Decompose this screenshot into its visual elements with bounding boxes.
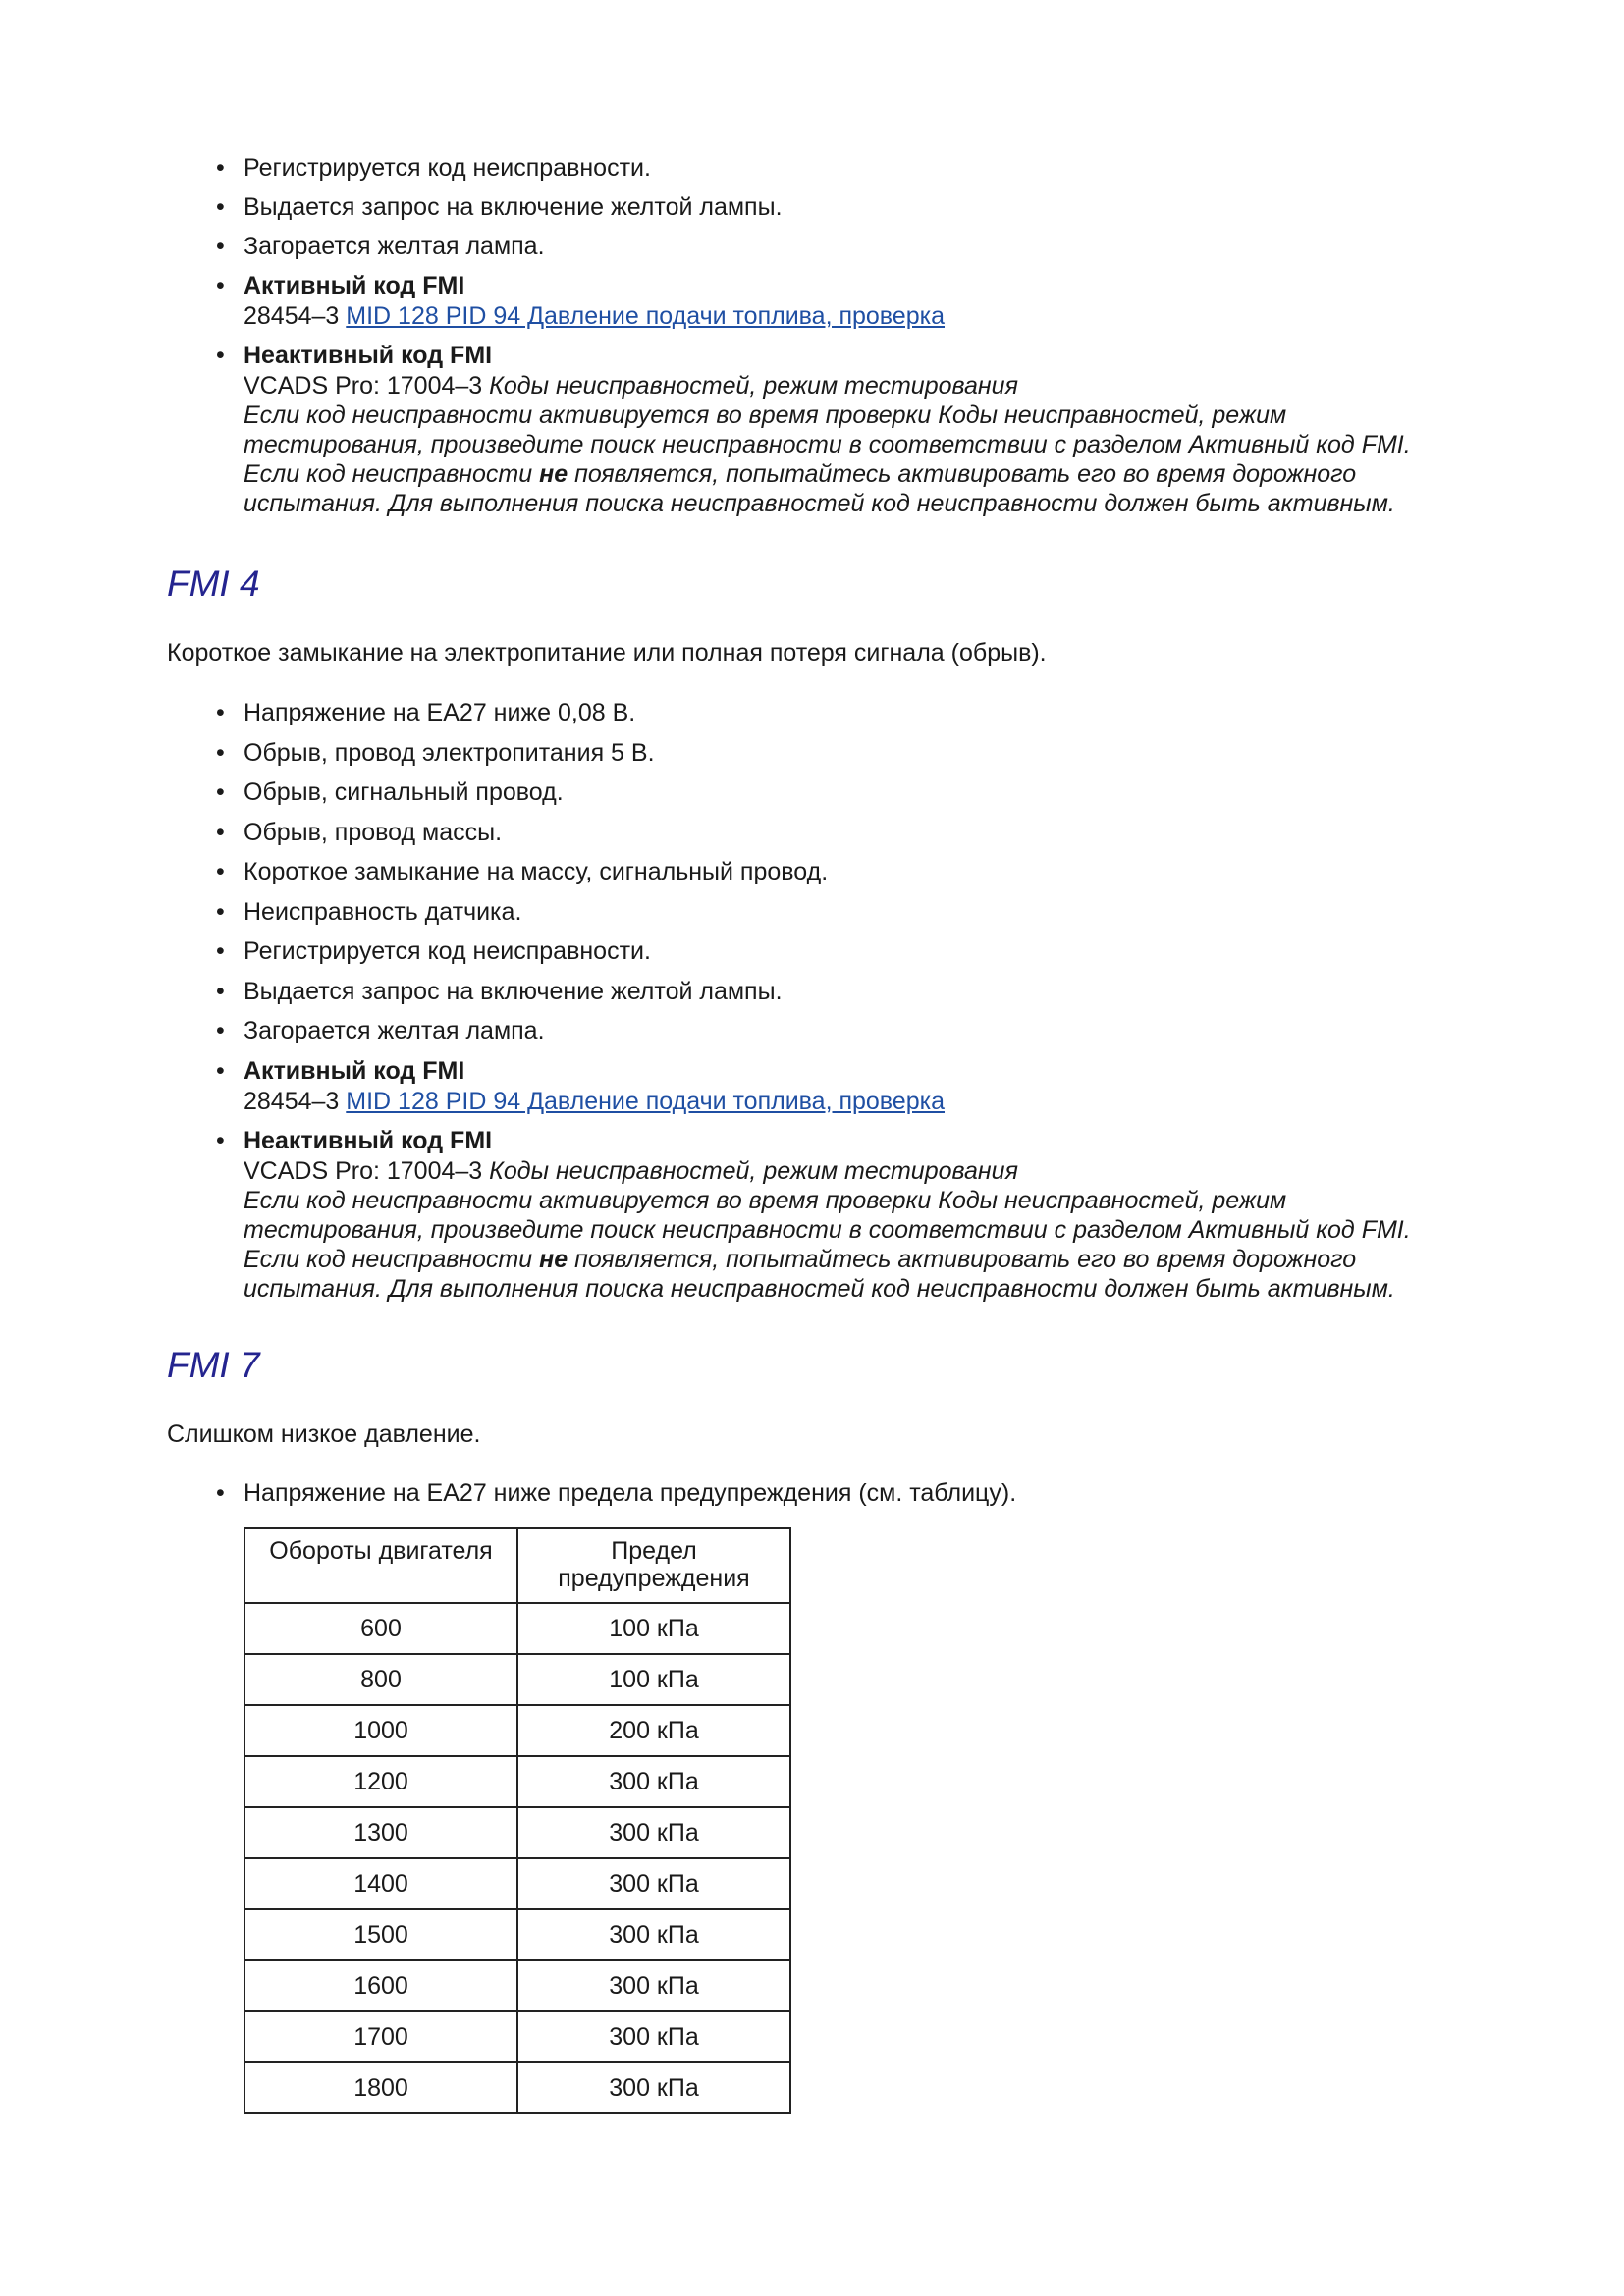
list-item: • Регистрируется код неисправности. — [216, 937, 651, 965]
list-item: • Обрыв, провод массы. — [216, 818, 503, 846]
table-row: 1700 300 кПа — [244, 2011, 790, 2062]
pid94-check-link[interactable]: MID 128 PID 94 Давление подачи топлива, проверка — [346, 1087, 946, 1115]
table-row: 800 100 кПа — [244, 1654, 790, 1705]
section-heading-fmi7: FMI 7 — [167, 1345, 260, 1385]
list-item-active-code: • Активный код FMI 28454–3 MID 128 PID 94 Давление подачи топлива, проверка — [214, 271, 1490, 341]
active-code-number: 28454–3 — [244, 1087, 340, 1115]
section-heading-fmi4: FMI 4 — [167, 563, 260, 604]
list-item: • Напряжение на EA27 ниже 0,08 В. — [216, 699, 636, 726]
active-code-title: Активный код FMI — [244, 1056, 465, 1085]
list-item-inactive-code: • Неактивный код FMI VCADS Pro: 17004–3 Коды неисправностей, режим тестирования Если код неисправности активируется во время проверки Коды неисправностей, режим тестирования, произведите поиск неисправности в соответствии с разделом Активный код FMI. Если код неисправности не появляется, попытайтесь активировать его во время дорожного испытания. Для выполнения поиска неисправностей код неисправности должен быть активным. — [214, 1126, 1490, 1304]
list-item-active-code: • Активный код FMI 28454–3 MID 128 PID 94 Давление подачи топлива, проверка — [214, 1056, 1490, 1126]
list-item: • Короткое замыкание на массу, сигнальный провод. — [216, 858, 829, 885]
list-item: • Загорается желтая лампа. — [216, 233, 545, 260]
fmi4-description: Короткое замыкание на электропитание или полная потеря сигнала (обрыв). — [167, 639, 1047, 667]
table-row: 600 100 кПа — [244, 1603, 790, 1654]
table-row: 1300 300 кПа — [244, 1807, 790, 1858]
list-item: • Неисправность датчика. — [216, 897, 522, 926]
list-item: • Выдается запрос на включение желтой лампы. — [216, 977, 783, 1005]
active-code-number: 28454–3 — [244, 302, 340, 330]
list-item: • Выдается запрос на включение желтой лампы. — [216, 193, 783, 221]
inactive-code-title: Неактивный код FMI — [244, 342, 493, 369]
pid94-check-link[interactable]: MID 128 PID 94 Давление подачи топлива, проверка — [346, 302, 946, 330]
list-item: • Напряжение на EA27 ниже предела предупреждения (см. таблицу). — [216, 1479, 1017, 1507]
list-item-inactive-code: • Неактивный код FMI VCADS Pro: 17004–3 Коды неисправностей, режим тестирования Если код неисправности активируется во время проверки Коды неисправностей, режим тестирования, произведите поиск неисправности в соответствии с разделом Активный код FMI. Если код неисправности не появляется, попытайтесь активировать его во время дорожного испытания. Для выполнения поиска неисправностей код неисправности должен быть активным. — [214, 341, 1490, 518]
inactive-code-title: Неактивный код FMI — [244, 1126, 493, 1154]
warning-limit-table — [244, 1527, 791, 2114]
table-header-row — [244, 1528, 790, 1603]
bullet-list-top — [214, 153, 1490, 518]
active-code-title: Активный код FMI — [244, 272, 465, 299]
list-item: • Обрыв, провод электропитания 5 В. — [216, 738, 655, 767]
column-header-engine-speed: Обороты двигателя — [244, 1528, 517, 1603]
bullet-list-fmi7 — [214, 1478, 1490, 1509]
list-item: • Регистрируется код неисправности. — [216, 154, 651, 182]
table-row: 1400 300 кПа — [244, 1858, 790, 1909]
table-row: 1800 300 кПа — [244, 2062, 790, 2113]
table-row: 1200 300 кПа — [244, 1756, 790, 1807]
column-header-warning-limit: Предел предупреждения — [517, 1528, 790, 1603]
table-row: 1600 300 кПа — [244, 1960, 790, 2011]
table-row: 1500 300 кПа — [244, 1909, 790, 1960]
list-item: • Обрыв, сигнальный провод. — [216, 778, 564, 806]
bullet-list-fmi4 — [214, 698, 1490, 1304]
fmi7-description: Слишком низкое давление. — [167, 1420, 481, 1448]
list-item: • Загорается желтая лампа. — [216, 1017, 545, 1044]
table-row: 1000 200 кПа — [244, 1705, 790, 1756]
